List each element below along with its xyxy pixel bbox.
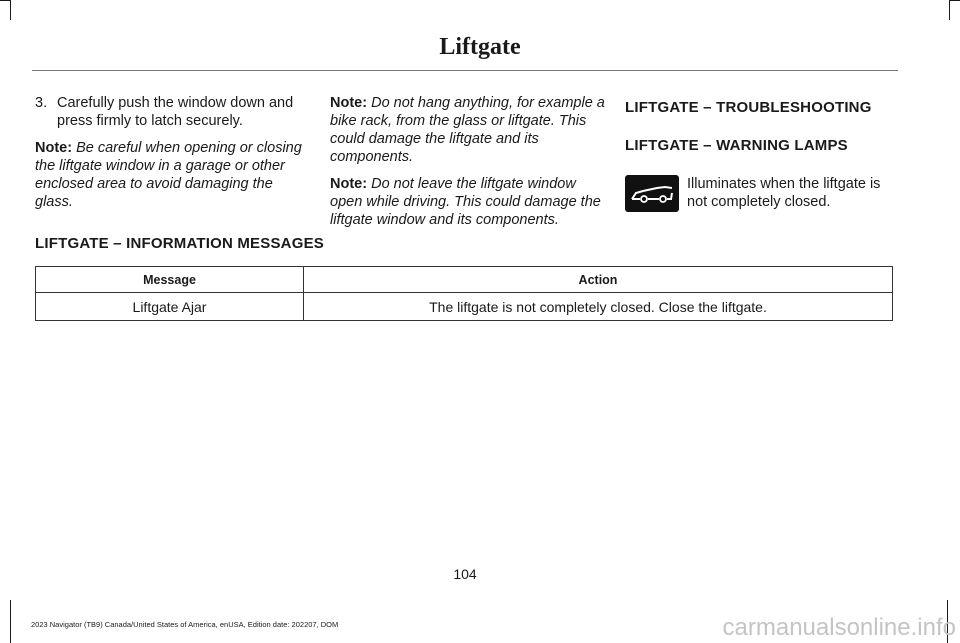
note-label: Note: bbox=[330, 95, 368, 111]
step-text: Carefully push the window down and press firmly to latch securely. bbox=[57, 95, 294, 129]
note-text: Do not leave the liftgate window open while driving. This could damage the liftgate window and its components. bbox=[330, 176, 601, 228]
column-3 bbox=[625, 99, 897, 212]
information-messages-table bbox=[35, 266, 893, 321]
note-glass bbox=[35, 139, 310, 211]
note-label: Note: bbox=[330, 176, 368, 192]
page-title: Liftgate bbox=[439, 34, 521, 60]
table-header-row bbox=[36, 267, 893, 293]
note-bike-rack bbox=[330, 94, 605, 166]
column-1 bbox=[35, 94, 310, 220]
column-header-message: Message bbox=[36, 267, 304, 293]
column-header-action: Action bbox=[304, 267, 893, 293]
troubleshooting-heading: LIFTGATE – TROUBLESHOOTING bbox=[625, 99, 872, 116]
warning-lamps-heading: LIFTGATE – WARNING LAMPS bbox=[625, 137, 848, 154]
crop-mark bbox=[10, 600, 11, 643]
edition-footer: 2023 Navigator (TB9) Canada/United States of America, enUSA, Edition date: 202207, DOM bbox=[31, 620, 339, 629]
step-number: 3. bbox=[35, 95, 48, 111]
watermark: carmanualsonline.info bbox=[722, 614, 956, 641]
column-2 bbox=[330, 94, 605, 238]
table-row bbox=[36, 293, 893, 321]
step-3 bbox=[35, 94, 310, 130]
note-text: Be careful when opening or closing the liftgate window in a garage or other enclosed area to avoid damaging the glass. bbox=[35, 140, 302, 210]
page-number: 104 bbox=[453, 566, 477, 582]
crop-mark bbox=[0, 0, 10, 1]
action-cell: The liftgate is not completely closed. Close the liftgate. bbox=[304, 293, 893, 321]
information-messages-heading: LIFTGATE – INFORMATION MESSAGES bbox=[35, 235, 324, 252]
crop-mark bbox=[950, 0, 960, 1]
note-window-open bbox=[330, 175, 605, 229]
liftgate-ajar-icon bbox=[625, 175, 679, 212]
warning-lamp-row bbox=[625, 175, 897, 212]
note-label: Note: bbox=[35, 140, 73, 156]
crop-mark bbox=[10, 0, 11, 20]
warning-lamp-description: Illuminates when the liftgate is not completely closed. bbox=[687, 176, 881, 210]
crop-mark bbox=[949, 0, 950, 20]
message-cell: Liftgate Ajar bbox=[36, 293, 304, 321]
header-divider bbox=[32, 70, 898, 71]
note-text: Do not hang anything, for example a bike rack, from the glass or liftgate. This could damage the liftgate and its components. bbox=[330, 95, 605, 165]
